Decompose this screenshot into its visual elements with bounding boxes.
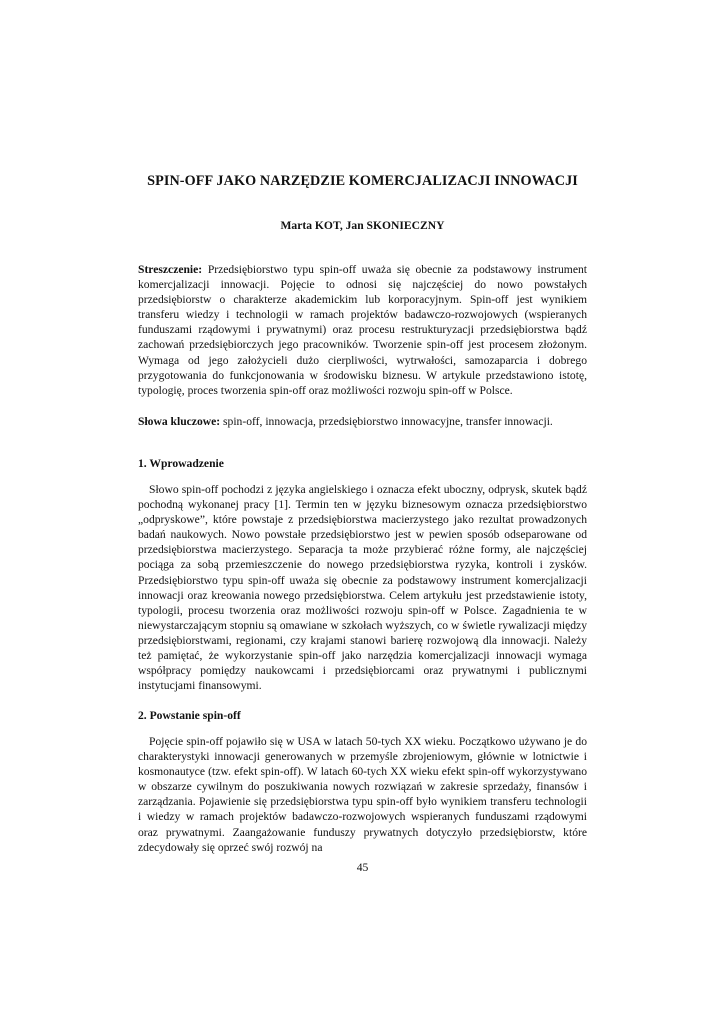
keywords-paragraph xyxy=(138,414,587,429)
paper-title: SPIN-OFF JAKO NARZĘDZIE KOMERCJALIZACJI INNOWACJI xyxy=(147,173,578,189)
keywords-label: Słowa kluczowe: xyxy=(138,415,221,428)
paper-authors: Marta KOT, Jan SKONIECZNY xyxy=(280,219,445,232)
section-2-paragraph: Pojęcie spin-off pojawiło się w USA w latach 50-tych XX wieku. Początkowo używano je do charakterystyki innowacji generowanych w przemyśle zbrojeniowym, głównie w lotnictwie i kosmonautyce (tzw. efekt spin-off). W latach 60-tych XX wieku efekt spin-off wykorzystywano w obszarze cywilnym do poszukiwania nowych rozwiązań w zakresie sprzedaży, finansów i zarządzania. Pojawienie się przedsiębiorstwa typu spin-off było wynikiem transferu technologii i wiedzy w ramach projektów badawczo-rozwojowych wspieranych funduszami rządowymi oraz prywatnymi. Zaangażowanie funduszy prywatnych dotyczyło przedsiębiorstw, które zdecydowały się oprzeć swój rozwój na xyxy=(138,735,587,854)
page-number: 45 xyxy=(356,861,369,874)
abstract-paragraph xyxy=(138,262,587,398)
abstract-text: Przedsiębiorstwo typu spin-off uważa się obecnie za podstawowy instrument komercjalizacji innowacji. Pojęcie to odnosi się najczęściej do nowo powstałych przedsiębiorstw o charakterze akademickim lub korporacyjnym. Spin-off jest wynikiem transferu wiedzy i technologii w ramach projektów badawczo-rozwojowych (wspieranych funduszami rządowymi i prywatnymi) oraz procesu restrukturyzacji przedsiębiorstwa bądź zachowań przedsiębiorczych jego pracowników. Tworzenie spin-off jest procesem złożonym. Wymaga od jego założycieli dużo cierpliwości, wytrwałości, samozaparcia i dobrego przygotowania do funkcjonowania w środowisku biznesu. W artykule przedstawiono istotę, typologię, proces tworzenia spin-off oraz możliwości rozwoju spin-off w Polsce. xyxy=(138,263,587,397)
keywords-text: spin-off, innowacja, przedsiębiorstwo innowacyjne, transfer innowacji. xyxy=(223,415,553,428)
section-1-heading: 1. Wprowadzenie xyxy=(138,457,224,470)
section-1-paragraph: Słowo spin-off pochodzi z języka angielskiego i oznacza efekt uboczny, odprysk, skutek bądź pochodną wykonanej pracy [1]. Termin ten w języku biznesowym oznacza przedsiębiorstwo „odpryskowe”, które powstaje z przedsiębiorstwa macierzystego jako rezultat prowadzonych badań naukowych. Nowo powstałe przedsiębiorstwo jest w pewien sposób odseparowane od przedsiębiorstwa macierzystego. Separacja ta może przybierać różne formy, ale najczęściej pociąga za sobą przemieszczenie do nowego przedsiębiorstwa ryzyka, kontroli i zysków. Przedsiębiorstwo typu spin-off uważa się obecnie za podstawowy instrument komercjalizacji innowacji oraz kreowania nowego przedsiębiorstwa. Celem artykułu jest przedstawienie istoty, typologii, procesu tworzenia oraz możliwości rozwoju spin-off w Polsce. Zagadnienia te w niewystarczającym stopniu są omawiane w szkołach wyższych, co w świetle rywalizacji między przedsiębiorstwami, regionami, czy krajami stanowi barierę rozwojową dla innowacji. Należy też pamiętać, że wykorzystanie spin-off jako narzędzia komercjalizacji innowacji wymaga współpracy pomiędzy naukowcami i przedsiębiorcami oraz prywatnymi i publicznymi instytucjami finansowymi. xyxy=(138,483,587,693)
abstract-label: Streszczenie: xyxy=(138,263,203,276)
section-2-heading: 2. Powstanie spin-off xyxy=(138,709,241,722)
